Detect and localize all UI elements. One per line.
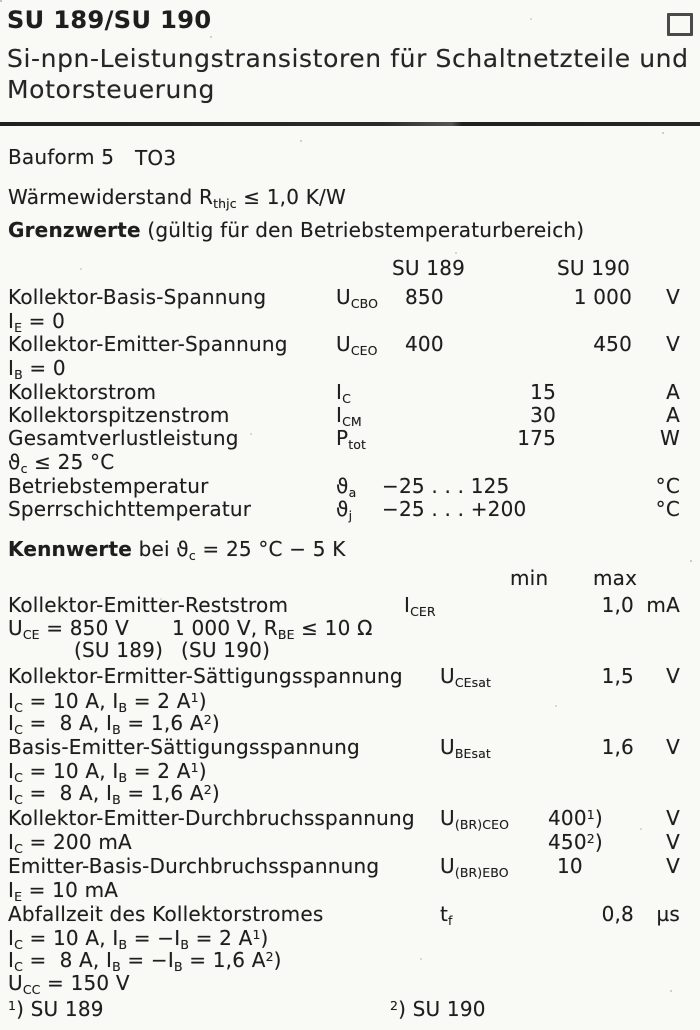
tf-condition-2: $I_C = 8$ A, $I_B = -I_B = 1,6$ $A^2$) — [8, 948, 282, 974]
ubrebo-unit: V — [666, 854, 680, 878]
ic-unit: A — [666, 380, 680, 404]
ubrceo-min-value-2: $450^2$) — [548, 830, 603, 854]
icer-label: Kollektor-Emitter-Reststrom — [8, 593, 289, 617]
uceo-symbol: $U_{CEO}$ — [336, 332, 378, 358]
ucbo-value-su190: 1 000 — [573, 285, 632, 309]
column-header-su189: SU 189 — [392, 256, 466, 280]
column-header-max: max — [593, 566, 638, 590]
uceo-label: Kollektor-Emitter-Spannung — [8, 332, 288, 356]
ucbo-label: Kollektor-Basis-Spannung — [8, 285, 267, 309]
ubrebo-label: Emitter-Basis-Durchbruchsspannung — [8, 854, 380, 878]
icm-symbol: $I_{CM}$ — [336, 403, 362, 429]
footnote-1: $^1$) SU 189 — [8, 997, 104, 1021]
ucesat-symbol: $U_{CEsat}$ — [440, 664, 492, 690]
package-label: TO3 — [135, 146, 177, 170]
empty-square-icon — [667, 13, 693, 36]
column-header-su190: SU 190 — [557, 256, 631, 280]
ucesat-label: Kollektor-Ermitter-Sättigungsspannung — [8, 664, 403, 688]
ubrceo-unit-2: V — [666, 830, 680, 854]
kennwerte-heading-word: Kennwerte — [8, 537, 133, 561]
icer-condition-2a: (SU 189) — [74, 638, 164, 662]
icer-max-value: 1,0 — [601, 593, 634, 617]
ubesat-symbol: $U_{BEsat}$ — [440, 735, 491, 761]
grenzwerte-heading-word: Grenzwerte — [8, 218, 141, 242]
ptot-label: Gesamtverlustleistung — [8, 426, 239, 450]
tj-unit: °C — [655, 497, 680, 521]
ubrceo-condition: $I_C = 200$ mA — [8, 830, 132, 856]
ubrceo-min-value: $400^1$) — [548, 806, 603, 830]
subtitle-line-2: Motorsteuerung — [7, 75, 215, 104]
tf-condition-3: $U_{CC} = 150$ V — [8, 971, 130, 997]
ubesat-condition-1: $I_C = 10$ A, $I_B = 2$ $A^1$) — [8, 759, 207, 785]
subtitle-line-1: Si-npn-Leistungstransistoren für Schaltnetzteile und — [7, 44, 689, 73]
divider-rule — [0, 122, 700, 126]
scan-speckles — [0, 0, 2, 2]
ubrebo-min-value: 10 — [557, 854, 583, 878]
grenzwerte-heading-note: (gültig für den Betriebstemperaturbereich) — [140, 218, 585, 242]
ptot-value: 175 — [517, 426, 556, 450]
ucbo-symbol: $U_{CBO}$ — [336, 285, 379, 311]
ta-symbol: $ϑ_a$ — [336, 474, 357, 500]
ubrceo-label: Kollektor-Emitter-Durchbruchsspannung — [8, 806, 415, 830]
ubrebo-symbol: $U_{(BR)EBO}$ — [440, 854, 509, 880]
column-header-min: min — [510, 566, 549, 590]
bauform-label: Bauform 5 — [8, 145, 115, 169]
thermal-resistance-line: Wärmewiderstand $R_{thjc} \le 1,0$ K/W — [8, 185, 346, 211]
uceo-condition: $I_B = 0$ — [8, 356, 66, 382]
ta-label: Betriebstemperatur — [8, 474, 209, 498]
icer-condition-1a: $U_{CE} = 850$ V — [8, 616, 129, 642]
ubesat-max-value: 1,6 — [601, 735, 634, 759]
ic-label: Kollektorstrom — [8, 380, 157, 404]
ucesat-unit: V — [666, 664, 680, 688]
ucbo-value-su189: 850 — [405, 285, 444, 309]
icm-value: 30 — [530, 403, 556, 427]
ic-value: 15 — [530, 380, 556, 404]
ubrceo-symbol: $U_{(BR)CEO}$ — [440, 806, 510, 832]
icer-condition-1b: 1 000 V, $R_{BE} \le 10$ Ω — [172, 616, 373, 642]
ubrceo-unit: V — [666, 806, 680, 830]
ptot-unit: W — [660, 426, 680, 450]
tf-condition-1: $I_C = 10$ A, $I_B = -I_B = 2$ $A^1$) — [8, 926, 269, 952]
tf-max-value: 0,8 — [601, 902, 634, 926]
page-title: SU 189/SU 190 — [7, 6, 212, 34]
tj-symbol: $ϑ_j$ — [336, 497, 353, 523]
ucesat-max-value: 1,5 — [601, 664, 634, 688]
ptot-symbol: $P_{tot}$ — [336, 426, 367, 452]
icer-condition-2b: (SU 190) — [181, 638, 271, 662]
kennwerte-heading — [8, 537, 346, 561]
icm-unit: A — [666, 403, 680, 427]
ucbo-unit: V — [666, 285, 680, 309]
ubrebo-condition: $I_E = 10$ mA — [8, 878, 119, 904]
kennwerte-heading-note: bei $ϑ_c = 25$ °C − 5 K — [132, 537, 346, 563]
ucesat-condition-2: $I_C = 8$ A, $I_B = 1,6$ $A^2$) — [8, 711, 220, 737]
uceo-value-su189: 400 — [405, 332, 444, 356]
uceo-unit: V — [666, 332, 680, 356]
tf-symbol: $t_f$ — [440, 902, 453, 928]
tf-unit: µs — [656, 902, 680, 926]
ubesat-label: Basis-Emitter-Sättigungsspannung — [8, 735, 360, 759]
tf-label: Abfallzeit des Kollektorstromes — [8, 902, 324, 926]
icer-unit: mA — [646, 593, 680, 617]
tj-label: Sperrschichttemperatur — [8, 497, 252, 521]
tj-value: −25 . . . +200 — [382, 497, 527, 521]
ucbo-condition: $I_E = 0$ — [8, 309, 66, 335]
grenzwerte-heading — [8, 218, 584, 242]
ta-unit: °C — [655, 474, 680, 498]
uceo-value-su190: 450 — [593, 332, 632, 356]
ucesat-condition-1: $I_C = 10$ A, $I_B = 2$ $A^1$) — [8, 689, 207, 715]
ptot-condition: $ϑ_c \le 25$ °C — [8, 450, 115, 476]
footnote-2: $^2$) SU 190 — [390, 997, 486, 1021]
icer-symbol: $I_{CER}$ — [404, 593, 436, 619]
ubesat-unit: V — [666, 735, 680, 759]
ubesat-condition-2: $I_C = 8$ A, $I_B = 1,6$ $A^2$) — [8, 781, 220, 807]
ta-value: −25 . . . 125 — [382, 474, 510, 498]
icm-label: Kollektorspitzenstrom — [8, 403, 230, 427]
ic-symbol: $I_C$ — [336, 380, 351, 406]
